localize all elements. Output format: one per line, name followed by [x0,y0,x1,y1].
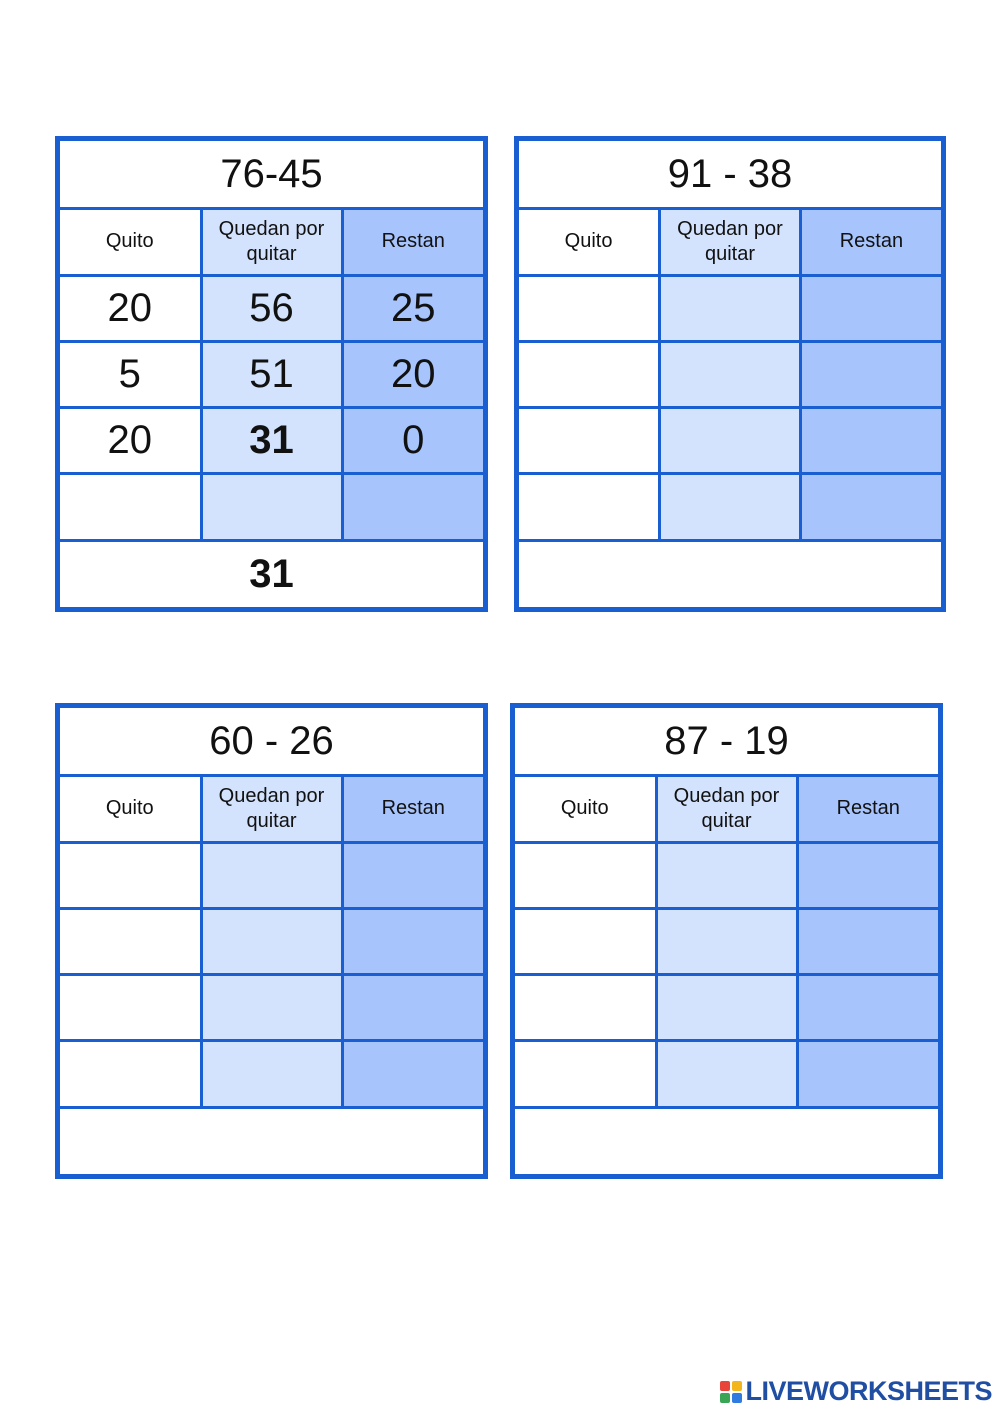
restan-cell[interactable] [797,975,938,1041]
quito-cell[interactable] [515,975,656,1041]
card-title: 91 - 38 [519,141,941,209]
quedan-cell[interactable] [201,1041,342,1107]
quedan-cell[interactable] [201,975,342,1041]
table-row [60,275,483,341]
column-header-quito: Quito [515,776,656,842]
quedan-cell[interactable] [660,275,801,341]
restan-cell[interactable] [797,842,938,908]
subtraction-table [60,708,483,1174]
restan-cell[interactable] [342,474,483,540]
column-header-quito: Quito [60,209,201,275]
card-title: 87 - 19 [515,708,938,776]
subtraction-table [519,141,941,607]
quito-cell[interactable] [515,908,656,974]
restan-cell[interactable] [797,1041,938,1107]
quedan-cell[interactable] [201,908,342,974]
column-header-quedan: Quedan por quitar [201,209,342,275]
column-header-restan: Restan [797,776,938,842]
table-row [515,908,938,974]
quedan-cell[interactable] [201,842,342,908]
column-header-restan: Restan [800,209,941,275]
quedan-cell[interactable] [660,474,801,540]
subtraction-table [60,141,483,607]
quito-cell[interactable] [519,341,660,407]
restan-cell[interactable] [800,275,941,341]
quito-cell[interactable] [60,842,201,908]
quedan-cell[interactable] [660,408,801,474]
table-row [515,975,938,1041]
subtraction-card [55,703,488,1179]
quito-cell[interactable]: 20 [60,408,201,474]
restan-cell[interactable] [800,341,941,407]
table-row [60,408,483,474]
quito-cell[interactable]: 5 [60,341,201,407]
result-cell[interactable]: 31 [60,540,483,607]
quito-cell[interactable] [60,1041,201,1107]
restan-cell[interactable] [342,1041,483,1107]
restan-cell[interactable] [797,908,938,974]
column-header-quito: Quito [519,209,660,275]
quedan-cell[interactable] [656,975,797,1041]
table-row [515,842,938,908]
table-row [60,1041,483,1107]
quedan-cell[interactable]: 31 [201,408,342,474]
liveworksheets-logo-icon [720,1381,742,1403]
restan-cell[interactable]: 0 [342,408,483,474]
restan-cell[interactable]: 25 [342,275,483,341]
column-header-restan: Restan [342,776,483,842]
table-row [519,341,941,407]
quedan-cell[interactable] [656,1041,797,1107]
quito-cell[interactable] [519,275,660,341]
result-cell[interactable] [519,540,941,607]
logo-text: LIVEWORKSHEETS [745,1376,992,1406]
card-title: 76-45 [60,141,483,209]
quedan-cell[interactable]: 56 [201,275,342,341]
column-header-restan: Restan [342,209,483,275]
liveworksheets-logo[interactable] [720,1376,992,1407]
quito-cell[interactable]: 20 [60,275,201,341]
restan-cell[interactable] [342,908,483,974]
quito-cell[interactable] [515,1041,656,1107]
quito-cell[interactable] [515,842,656,908]
column-header-quedan: Quedan por quitar [660,209,801,275]
table-row [60,975,483,1041]
quedan-cell[interactable] [656,842,797,908]
card-title: 60 - 26 [60,708,483,776]
table-row [519,474,941,540]
restan-cell[interactable] [800,408,941,474]
restan-cell[interactable] [342,842,483,908]
table-row [60,341,483,407]
quedan-cell[interactable] [201,474,342,540]
table-row [60,842,483,908]
quito-cell[interactable] [519,408,660,474]
table-row [519,408,941,474]
quito-cell[interactable] [519,474,660,540]
result-cell[interactable] [60,1107,483,1174]
column-header-quedan: Quedan por quitar [201,776,342,842]
column-header-quedan: Quedan por quitar [656,776,797,842]
quedan-cell[interactable] [656,908,797,974]
quedan-cell[interactable] [660,341,801,407]
restan-cell[interactable] [800,474,941,540]
quito-cell[interactable] [60,908,201,974]
subtraction-table [515,708,938,1174]
subtraction-card [55,136,488,612]
subtraction-card [510,703,943,1179]
table-row [60,908,483,974]
restan-cell[interactable]: 20 [342,341,483,407]
column-header-quito: Quito [60,776,201,842]
quito-cell[interactable] [60,474,201,540]
result-cell[interactable] [515,1107,938,1174]
quedan-cell[interactable]: 51 [201,341,342,407]
table-row [515,1041,938,1107]
table-row [519,275,941,341]
quito-cell[interactable] [60,975,201,1041]
subtraction-card [514,136,946,612]
table-row [60,474,483,540]
restan-cell[interactable] [342,975,483,1041]
